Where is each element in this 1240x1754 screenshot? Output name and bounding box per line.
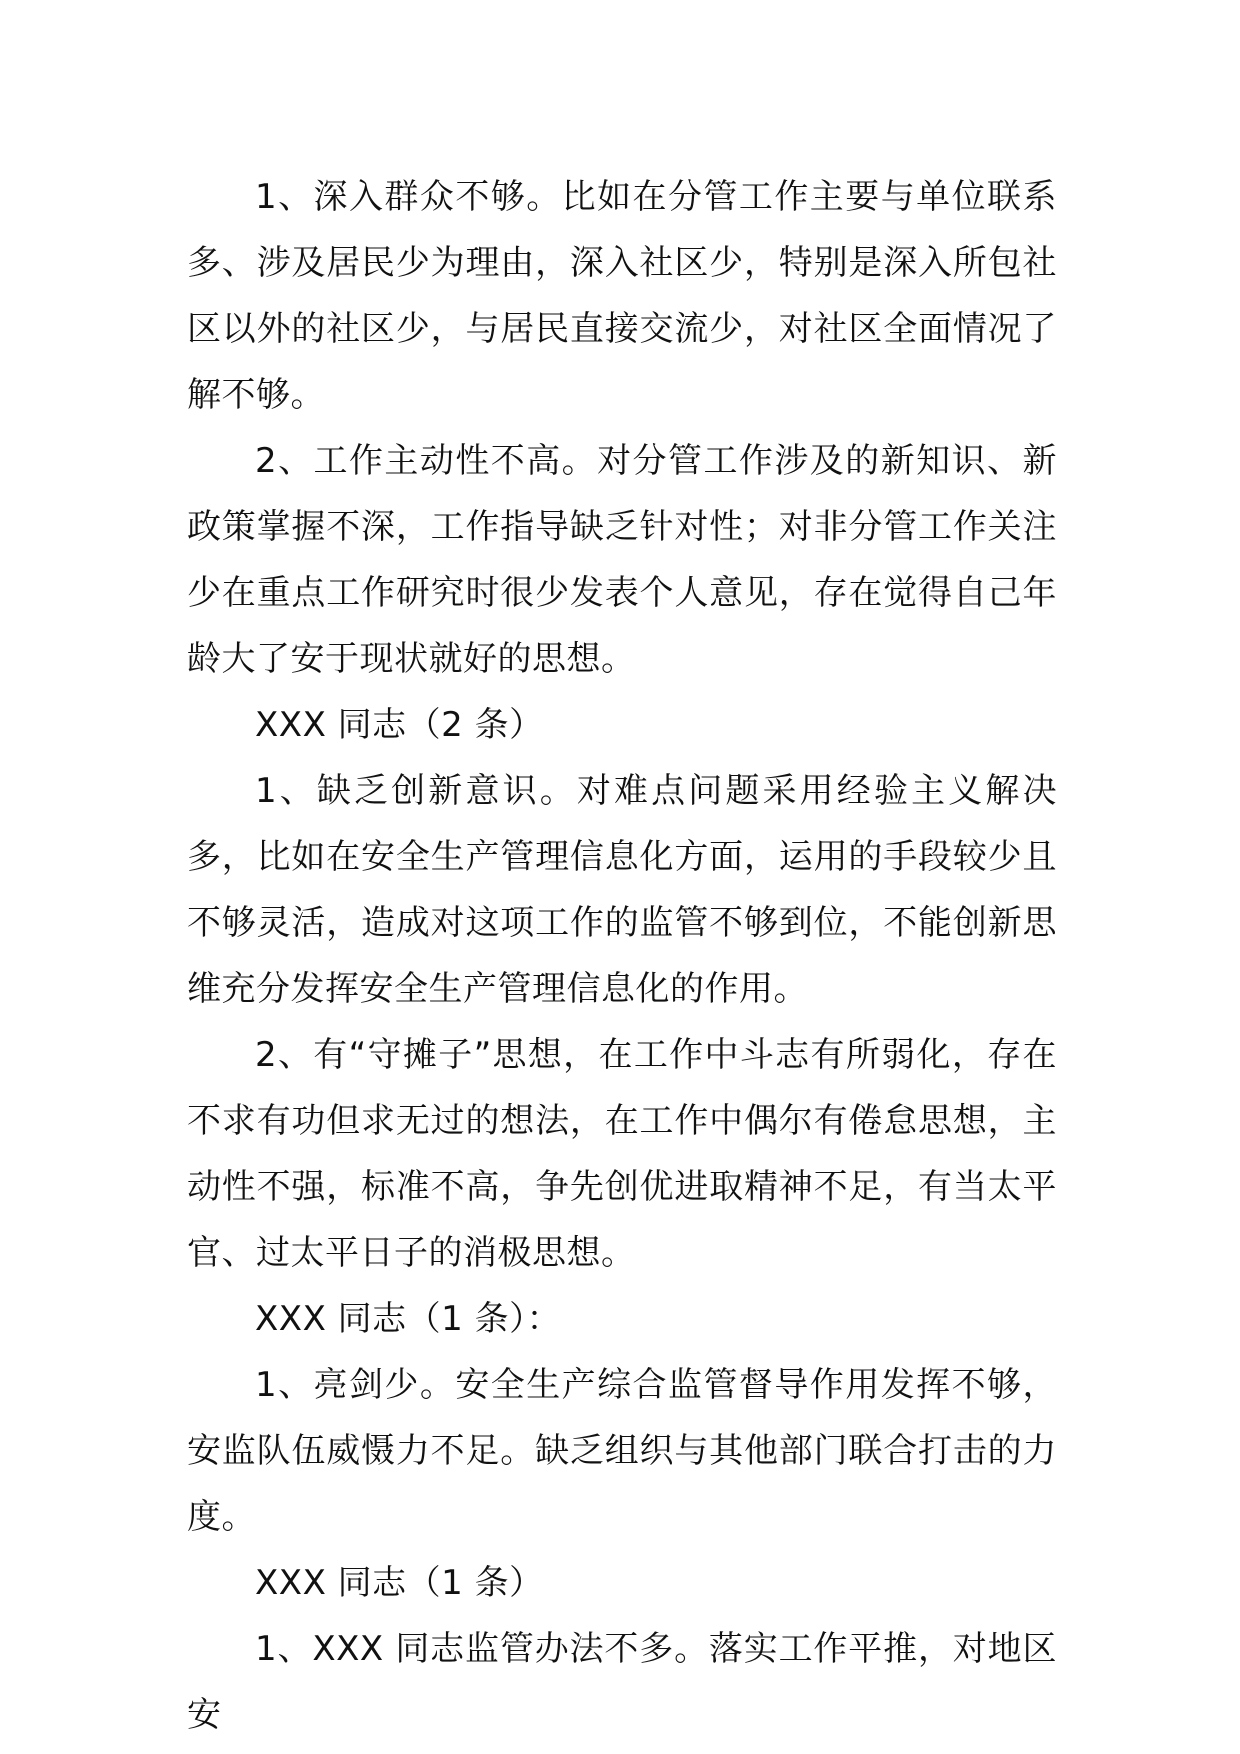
comrade-heading: XXX 同志（1 条） [255, 1563, 544, 1603]
comrade-heading: XXX 同志（2 条） [255, 705, 544, 745]
paragraph-item-1: 1、深入群众不够。比如在分管工作主要与单位联系多、涉及居民少为理由，深入社区少，特别是深入所包社区以外的社区少，与居民直接交流少，对社区全面情况了解不够。 [187, 177, 1057, 415]
document-body [187, 164, 1057, 1748]
paragraph-item-2: 2、工作主动性不高。对分管工作涉及的新知识、新政策掌握不深，工作指导缺乏针对性；对非分管工作关注少在重点工作研究时很少发表个人意见，存在觉得自己年龄大了安于现状就好的思想。 [187, 441, 1057, 679]
paragraph-item-1: 1、亮剑少。安全生产综合监管督导作用发挥不够，安监队伍威慑力不足。缺乏组织与其他部门联合打击的力度。 [187, 1365, 1057, 1537]
paragraph-item-1: 1、XXX 同志监管办法不多。落实工作平推，对地区安 [187, 1629, 1057, 1735]
paragraph-item-1: 1、缺乏创新意识。对难点问题采用经验主义解决多，比如在安全生产管理信息化方面，运用的手段较少且不够灵活，造成对这项工作的监管不够到位，不能创新思维充分发挥安全生产管理信息化的作用。 [187, 771, 1057, 1009]
paragraph-item-2: 2、有“守摊子”思想，在工作中斗志有所弱化，存在不求有功但求无过的想法，在工作中偶尔有倦怠思想，主动性不强，标准不高，争先创优进取精神不足，有当太平官、过太平日子的消极思想。 [187, 1035, 1057, 1273]
comrade-heading: XXX 同志（1 条）： [255, 1299, 562, 1339]
